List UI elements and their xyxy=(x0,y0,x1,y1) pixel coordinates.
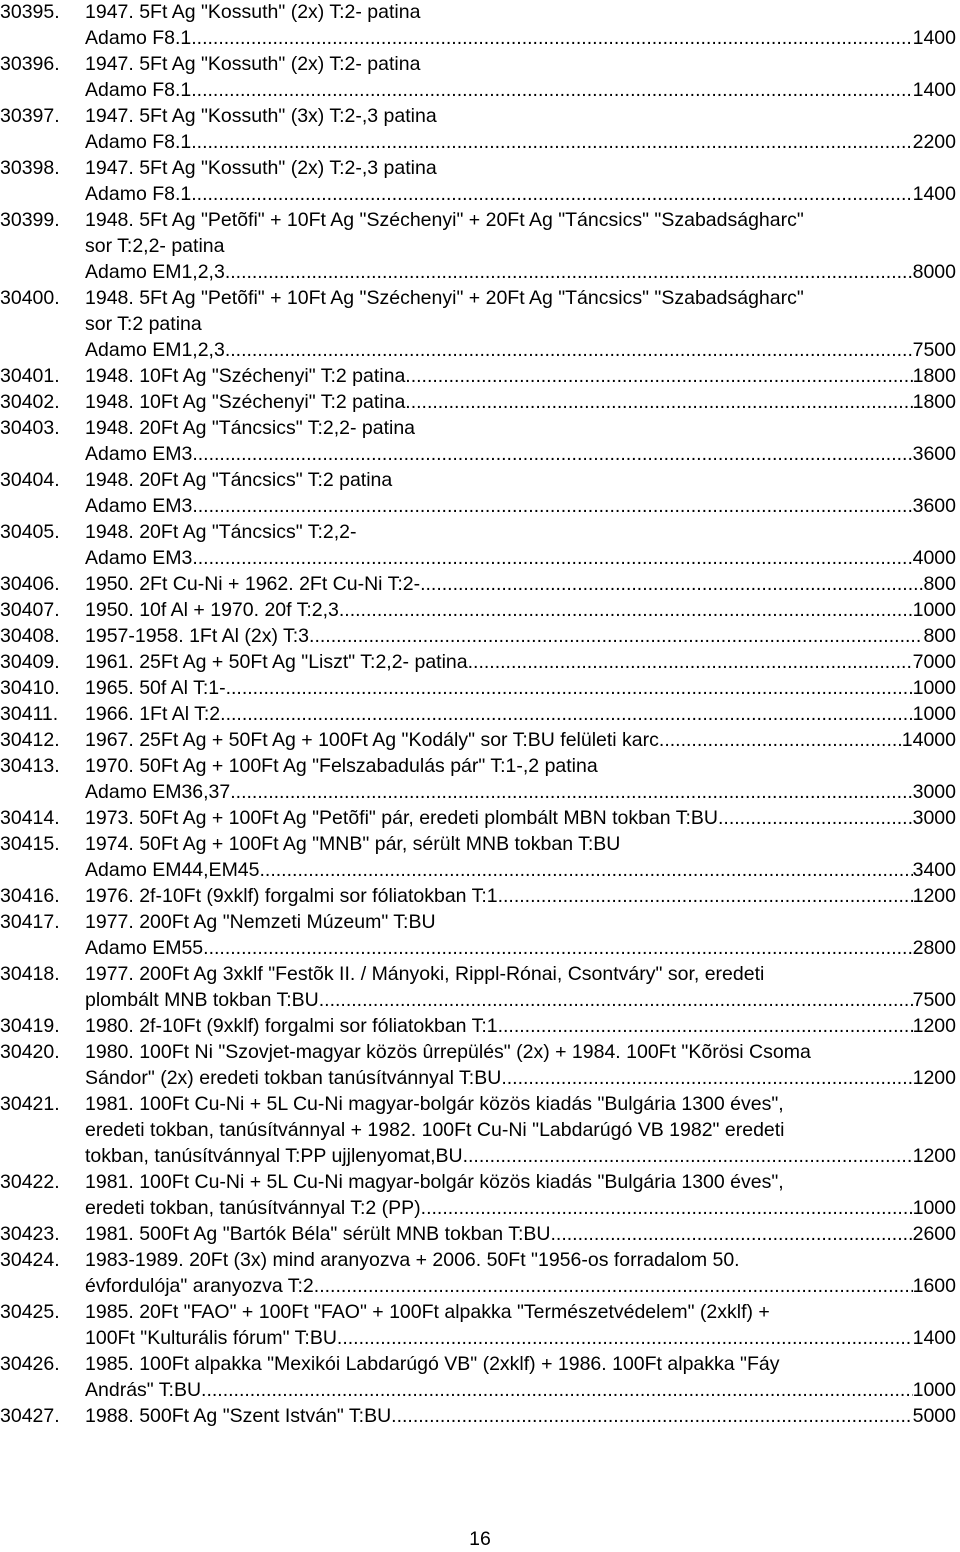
lot-price-line-text: Adamo EM55 xyxy=(85,937,204,959)
lot-price-line-text: 1950. 10f Al + 1970. 20f T:2,3 xyxy=(85,599,339,621)
lot-entry xyxy=(0,103,960,155)
lot-price: 1400 xyxy=(912,27,956,49)
lot-number: 30413. xyxy=(0,755,60,777)
dot-leader xyxy=(225,337,913,363)
lot-description xyxy=(85,675,960,701)
dot-leader xyxy=(337,1325,913,1351)
lot-price-line-text: Adamo EM1,2,3 xyxy=(85,339,225,361)
lot-description-line: 1948. 5Ft Ag "Petõfi" + 10Ft Ag "Széchenyi" + 20Ft Ag "Táncsics" "Szabadságharc" xyxy=(85,287,804,309)
dot-leader xyxy=(405,363,912,389)
lot-entry xyxy=(0,519,960,571)
lot-entry xyxy=(0,207,960,285)
lot-entry xyxy=(0,1247,960,1299)
lot-price: 1000 xyxy=(912,1197,956,1219)
lot-entry xyxy=(0,597,960,623)
lot-price-line xyxy=(85,857,956,883)
lot-price-line xyxy=(85,701,956,727)
lot-price-line xyxy=(85,25,956,51)
dot-leader xyxy=(501,1065,912,1091)
lot-description xyxy=(85,753,960,805)
lot-description xyxy=(85,1013,960,1039)
dot-leader xyxy=(192,493,912,519)
lot-entry xyxy=(0,831,960,883)
lot-description xyxy=(85,51,960,103)
lot-number: 30399. xyxy=(0,209,60,231)
lot-number: 30426. xyxy=(0,1353,60,1375)
lot-entry xyxy=(0,363,960,389)
lot-number: 30419. xyxy=(0,1015,60,1037)
lot-entry xyxy=(0,1351,960,1403)
lot-number: 30397. xyxy=(0,105,60,127)
lot-number: 30416. xyxy=(0,885,60,907)
lot-description-line: 1985. 100Ft alpakka "Mexikói Labdarúgó VB" (2xklf) + 1986. 100Ft alpakka "Fáy xyxy=(85,1353,780,1375)
lot-price: 800 xyxy=(923,625,956,647)
lot-description xyxy=(85,285,960,363)
lot-description-line: 1977. 200Ft Ag "Nemzeti Múzeum" T:BU xyxy=(85,911,436,933)
lot-description-line: 1970. 50Ft Ag + 100Ft Ag "Felszabadulás pár" T:1-,2 patina xyxy=(85,755,598,777)
lot-entry xyxy=(0,961,960,1013)
lot-price: 2800 xyxy=(912,937,956,959)
lot-price: 1000 xyxy=(912,677,956,699)
lot-price-line-text: Adamo F8.1 xyxy=(85,79,192,101)
lot-number: 30401. xyxy=(0,365,60,387)
dot-leader xyxy=(339,597,913,623)
lot-number: 30415. xyxy=(0,833,60,855)
lot-price-line-text: plombált MNB tokban T:BU xyxy=(85,989,319,1011)
lot-price-line-text: 1957-1958. 1Ft Al (2x) T:3 xyxy=(85,625,310,647)
lot-entry xyxy=(0,753,960,805)
lot-price-line xyxy=(85,597,956,623)
lot-number: 30421. xyxy=(0,1093,60,1115)
lot-description xyxy=(85,415,960,467)
dot-leader xyxy=(468,649,913,675)
dot-leader xyxy=(226,675,913,701)
lot-description xyxy=(85,1299,960,1351)
lot-price-line-text: 1950. 2Ft Cu-Ni + 1962. 2Ft Cu-Ni T:2- xyxy=(85,573,421,595)
lot-price-line xyxy=(85,441,956,467)
lot-number: 30406. xyxy=(0,573,60,595)
lot-price: 1000 xyxy=(912,703,956,725)
dot-leader xyxy=(201,1377,913,1403)
lot-price-line-text: 1967. 25Ft Ag + 50Ft Ag + 100Ft Ag "Kodály" sor T:BU felületi karc xyxy=(85,729,659,751)
lot-description xyxy=(85,701,960,727)
page-number: 16 xyxy=(469,1528,491,1550)
lot-entry xyxy=(0,1221,960,1247)
dot-leader xyxy=(319,987,913,1013)
lot-price: 1800 xyxy=(912,391,956,413)
lot-price: 3000 xyxy=(912,781,956,803)
lot-entry xyxy=(0,909,960,961)
lot-number: 30414. xyxy=(0,807,60,829)
lot-description-line: 1985. 20Ft "FAO" + 100Ft "FAO" + 100Ft alpakka "Természetvédelem" (2xklf) + xyxy=(85,1301,770,1323)
lot-price-line-text: Adamo EM3 xyxy=(85,495,193,517)
dot-leader xyxy=(309,623,923,649)
lot-description-line: 1948. 20Ft Ag "Táncsics" T:2,2- patina xyxy=(85,417,416,439)
lot-price-line xyxy=(85,1273,956,1299)
lot-number: 30417. xyxy=(0,911,60,933)
lot-number: 30408. xyxy=(0,625,60,647)
lot-description xyxy=(85,1169,960,1221)
dot-leader xyxy=(260,857,913,883)
lot-number: 30395. xyxy=(0,1,60,23)
lot-price-line-text: 1988. 500Ft Ag "Szent István" T:BU xyxy=(85,1405,392,1427)
dot-leader xyxy=(191,77,912,103)
lot-description xyxy=(85,571,960,597)
lot-price: 3600 xyxy=(912,443,956,465)
lot-entry xyxy=(0,571,960,597)
lot-entry xyxy=(0,701,960,727)
dot-leader xyxy=(550,1221,912,1247)
lot-description xyxy=(85,649,960,675)
lot-description-line: 1947. 5Ft Ag "Kossuth" (2x) T:2-,3 patina xyxy=(85,157,437,179)
lot-entry xyxy=(0,805,960,831)
lot-price-line-text: Adamo EM36,37 xyxy=(85,781,231,803)
lot-description-line: 1947. 5Ft Ag "Kossuth" (2x) T:2- patina xyxy=(85,53,421,75)
lot-price-line-text: Adamo EM3 xyxy=(85,443,193,465)
lot-number: 30418. xyxy=(0,963,60,985)
lot-entry xyxy=(0,649,960,675)
lot-description xyxy=(85,1221,960,1247)
lot-description xyxy=(85,155,960,207)
lot-description xyxy=(85,883,960,909)
lot-number: 30403. xyxy=(0,417,60,439)
dot-leader xyxy=(718,805,913,831)
lot-entry xyxy=(0,1403,960,1429)
lot-description xyxy=(85,1403,960,1429)
lot-price: 3400 xyxy=(912,859,956,881)
lot-description xyxy=(85,1351,960,1403)
dot-leader xyxy=(498,883,913,909)
lot-number: 30407. xyxy=(0,599,60,621)
lot-description xyxy=(85,1091,960,1169)
lot-description xyxy=(85,961,960,1013)
lot-price-line xyxy=(85,259,956,285)
lot-description-line: 1981. 100Ft Cu-Ni + 5L Cu-Ni magyar-bolgár közös kiadás "Bulgária 1300 éves", xyxy=(85,1171,784,1193)
lot-price-line-text: 1965. 50f Al T:1- xyxy=(85,677,226,699)
dot-leader xyxy=(659,727,902,753)
lot-price-line xyxy=(85,1403,956,1429)
lot-description xyxy=(85,467,960,519)
lot-price-line-text: 1976. 2f-10Ft (9xklf) forgalmi sor fóliatokban T:1 xyxy=(85,885,498,907)
lot-entry xyxy=(0,1091,960,1169)
lot-price: 7500 xyxy=(912,339,956,361)
lot-description-line: 1948. 20Ft Ag "Táncsics" T:2 patina xyxy=(85,469,393,491)
lot-entry xyxy=(0,51,960,103)
lot-number: 30398. xyxy=(0,157,60,179)
lot-price-line-text: eredeti tokban, tanúsítvánnyal T:2 (PP) xyxy=(85,1197,421,1219)
dot-leader xyxy=(405,389,912,415)
dot-leader xyxy=(192,441,912,467)
dot-leader xyxy=(203,935,912,961)
dot-leader xyxy=(463,1143,913,1169)
lot-price: 1800 xyxy=(912,365,956,387)
lot-price-line xyxy=(85,727,956,753)
lot-price: 7000 xyxy=(912,651,956,673)
dot-leader xyxy=(191,181,912,207)
lot-price: 1200 xyxy=(912,1015,956,1037)
lot-description-line: 1977. 200Ft Ag 3xklf "Festõk II. / Mányoki, Rippl-Rónai, Csontváry" sor, eredeti xyxy=(85,963,765,985)
lot-description xyxy=(85,623,960,649)
lot-entry xyxy=(0,1013,960,1039)
lot-price-line-text: Adamo EM44,EM45 xyxy=(85,859,260,881)
dot-leader xyxy=(420,571,923,597)
lot-price-line-text: évfordulója" aranyozva T:2 xyxy=(85,1275,314,1297)
lot-price-line-text: András" T:BU xyxy=(85,1379,202,1401)
lot-price: 8000 xyxy=(912,261,956,283)
lot-entry xyxy=(0,1039,960,1091)
lot-price-line xyxy=(85,571,956,597)
lot-description xyxy=(85,805,960,831)
lot-price-line xyxy=(85,181,956,207)
dot-leader xyxy=(421,1195,913,1221)
lot-description xyxy=(85,389,960,415)
lot-description xyxy=(85,831,960,883)
lot-price-line xyxy=(85,1143,956,1169)
lot-price: 1400 xyxy=(912,79,956,101)
lot-number: 30400. xyxy=(0,287,60,309)
lot-price-line xyxy=(85,1377,956,1403)
lot-price-line xyxy=(85,1013,956,1039)
lot-description xyxy=(85,909,960,961)
lot-description xyxy=(85,597,960,623)
dot-leader xyxy=(391,1403,912,1429)
lot-price-line-text: Adamo F8.1 xyxy=(85,27,192,49)
lot-number: 30402. xyxy=(0,391,60,413)
dot-leader xyxy=(498,1013,913,1039)
lot-description xyxy=(85,0,960,51)
lot-entry xyxy=(0,675,960,701)
lot-description-line: 1947. 5Ft Ag "Kossuth" (2x) T:2- patina xyxy=(85,1,421,23)
lot-description-line: 1947. 5Ft Ag "Kossuth" (3x) T:2-,3 patina xyxy=(85,105,437,127)
lot-number: 30404. xyxy=(0,469,60,491)
lot-price-line xyxy=(85,649,956,675)
lot-price: 1200 xyxy=(912,1067,956,1089)
lot-price-line xyxy=(85,779,956,805)
lot-price-line xyxy=(85,337,956,363)
lot-description-line: sor T:2,2- patina xyxy=(85,235,225,257)
lot-description-line: 1983-1989. 20Ft (3x) mind aranyozva + 2006. 50Ft "1956-os forradalom 50. xyxy=(85,1249,740,1271)
lot-price-line-text: 1981. 500Ft Ag "Bartók Béla" sérült MNB tokban T:BU xyxy=(85,1223,551,1245)
lot-number: 30396. xyxy=(0,53,60,75)
lot-entry xyxy=(0,155,960,207)
lot-number: 30422. xyxy=(0,1171,60,1193)
lot-price: 3600 xyxy=(912,495,956,517)
lot-price: 1400 xyxy=(912,183,956,205)
lot-number: 30427. xyxy=(0,1405,60,1427)
lot-description-line: eredeti tokban, tanúsítvánnyal + 1982. 100Ft Cu-Ni "Labdarúgó VB 1982" eredeti xyxy=(85,1119,785,1141)
lot-price: 2200 xyxy=(912,131,956,153)
lot-number: 30424. xyxy=(0,1249,60,1271)
lot-price-line xyxy=(85,883,956,909)
lot-price-line-text: Adamo F8.1 xyxy=(85,183,192,205)
lot-entry xyxy=(0,727,960,753)
lot-description-line: 1948. 20Ft Ag "Táncsics" T:2,2- xyxy=(85,521,357,543)
lot-price-line xyxy=(85,1065,956,1091)
lot-number: 30425. xyxy=(0,1301,60,1323)
lot-description xyxy=(85,1039,960,1091)
lot-price: 1200 xyxy=(912,1145,956,1167)
lot-price-line-text: 1948. 10Ft Ag "Széchenyi" T:2 patina xyxy=(85,365,406,387)
dot-leader xyxy=(225,259,913,285)
lot-description xyxy=(85,727,960,753)
lot-price-line-text: Sándor" (2x) eredeti tokban tanúsítvánnyal T:BU xyxy=(85,1067,502,1089)
lot-price: 14000 xyxy=(901,729,956,751)
lot-price-line-text: 1980. 2f-10Ft (9xklf) forgalmi sor fóliatokban T:1 xyxy=(85,1015,498,1037)
lot-price-line-text: tokban, tanúsítvánnyal T:PP ujjlenyomat,BU xyxy=(85,1145,463,1167)
lot-description xyxy=(85,103,960,155)
lot-entry xyxy=(0,1299,960,1351)
lot-price-line xyxy=(85,77,956,103)
lot-price-line xyxy=(85,493,956,519)
lot-price-line-text: 100Ft "Kulturális fórum" T:BU xyxy=(85,1327,337,1349)
lot-price-line-text: 1948. 10Ft Ag "Széchenyi" T:2 patina xyxy=(85,391,406,413)
lot-number: 30412. xyxy=(0,729,60,751)
lot-price: 4000 xyxy=(912,547,956,569)
lot-description-line: 1981. 100Ft Cu-Ni + 5L Cu-Ni magyar-bolgár közös kiadás "Bulgária 1300 éves", xyxy=(85,1093,784,1115)
lot-number: 30410. xyxy=(0,677,60,699)
lot-description-line: 1980. 100Ft Ni "Szovjet-magyar közös ûrrepülés" (2x) + 1984. 100Ft "Kõrösi Csoma xyxy=(85,1041,811,1063)
lot-price-line xyxy=(85,1195,956,1221)
lot-number: 30409. xyxy=(0,651,60,673)
lot-price-line-text: Adamo EM1,2,3 xyxy=(85,261,225,283)
lot-price-line xyxy=(85,1325,956,1351)
lot-price-line xyxy=(85,987,956,1013)
lot-description-line: 1974. 50Ft Ag + 100Ft Ag "MNB" pár, sérült MNB tokban T:BU xyxy=(85,833,621,855)
dot-leader xyxy=(192,545,912,571)
lot-price-line xyxy=(85,935,956,961)
lot-description xyxy=(85,363,960,389)
lot-price-line xyxy=(85,545,956,571)
lot-entry xyxy=(0,285,960,363)
lot-price: 1600 xyxy=(912,1275,956,1297)
lot-price-line xyxy=(85,675,956,701)
lot-description xyxy=(85,519,960,571)
lot-price: 1400 xyxy=(912,1327,956,1349)
dot-leader xyxy=(191,25,912,51)
lot-entry xyxy=(0,415,960,467)
lot-price-line xyxy=(85,623,956,649)
lot-price: 1000 xyxy=(912,1379,956,1401)
lot-price-line xyxy=(85,805,956,831)
dot-leader xyxy=(230,779,912,805)
lot-price-line xyxy=(85,389,956,415)
lot-entry xyxy=(0,389,960,415)
lot-entry xyxy=(0,883,960,909)
lot-number: 30405. xyxy=(0,521,60,543)
lot-price-line-text: 1973. 50Ft Ag + 100Ft Ag "Petõfi" pár, eredeti plombált MBN tokban T:BU xyxy=(85,807,718,829)
lot-description xyxy=(85,207,960,285)
dot-leader xyxy=(220,701,912,727)
lot-price: 5000 xyxy=(912,1405,956,1427)
lot-price-line-text: Adamo F8.1 xyxy=(85,131,192,153)
dot-leader xyxy=(314,1273,913,1299)
lot-price-line-text: 1961. 25Ft Ag + 50Ft Ag "Liszt" T:2,2- patina xyxy=(85,651,468,673)
lot-description xyxy=(85,1247,960,1299)
dot-leader xyxy=(191,129,912,155)
lot-entry xyxy=(0,467,960,519)
lot-price: 800 xyxy=(923,573,956,595)
lot-number: 30420. xyxy=(0,1041,60,1063)
lot-price-line-text: 1966. 1Ft Al T:2 xyxy=(85,703,221,725)
lot-price-line xyxy=(85,1221,956,1247)
lot-price-line xyxy=(85,129,956,155)
lot-number: 30423. xyxy=(0,1223,60,1245)
lot-price: 2600 xyxy=(912,1223,956,1245)
lot-description-line: sor T:2 patina xyxy=(85,313,202,335)
lot-number: 30411. xyxy=(0,703,59,725)
lot-entry xyxy=(0,623,960,649)
lot-description-line: 1948. 5Ft Ag "Petõfi" + 10Ft Ag "Széchenyi" + 20Ft Ag "Táncsics" "Szabadságharc" xyxy=(85,209,804,231)
lot-price: 3000 xyxy=(912,807,956,829)
lot-price: 7500 xyxy=(912,989,956,1011)
lot-price: 1000 xyxy=(912,599,956,621)
lot-entry xyxy=(0,0,960,51)
lot-price: 1200 xyxy=(912,885,956,907)
lot-price-line xyxy=(85,363,956,389)
lot-entry xyxy=(0,1169,960,1221)
lot-price-line-text: Adamo EM3 xyxy=(85,547,193,569)
